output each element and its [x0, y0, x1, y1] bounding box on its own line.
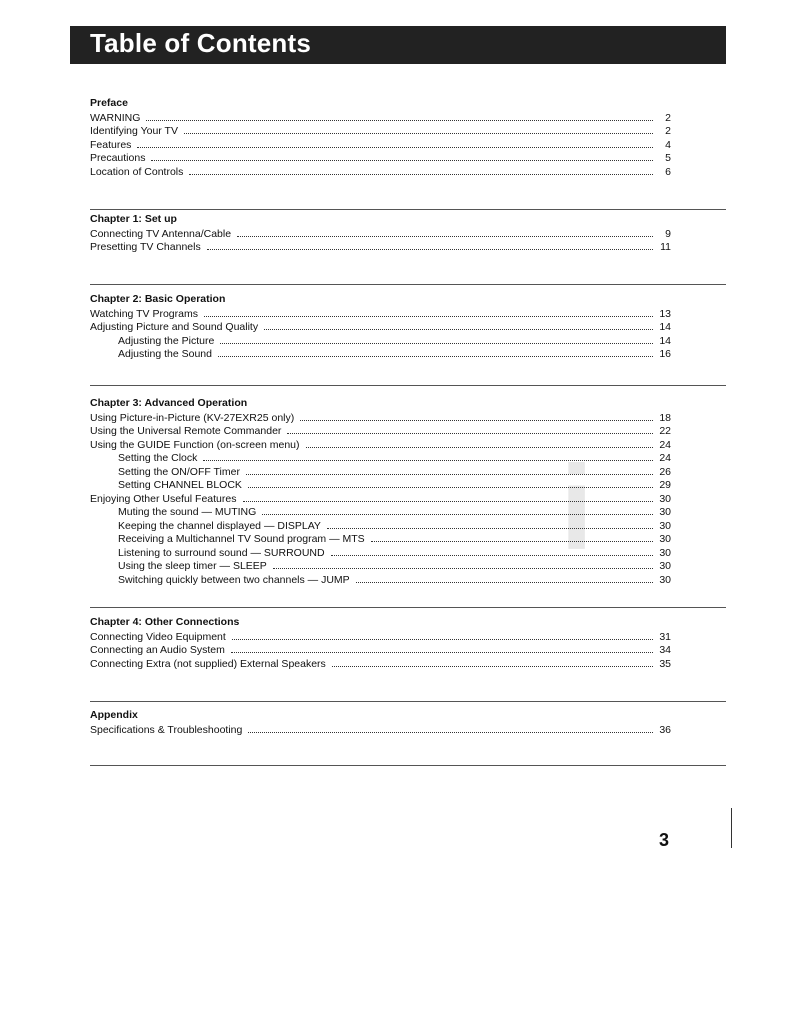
entry-page: 22	[659, 425, 671, 437]
toc-entry[interactable]	[90, 165, 671, 179]
entry-page: 29	[659, 479, 671, 491]
entry-title: Connecting TV Antenna/Cable	[90, 227, 232, 240]
entry-page: 6	[665, 165, 671, 178]
toc-section-chapter-4	[90, 616, 726, 702]
entry-page: 18	[659, 411, 671, 424]
toc-entry[interactable]	[90, 505, 671, 519]
toc-entry[interactable]	[90, 573, 671, 587]
leader-dots	[371, 532, 653, 542]
entry-title: Muting the sound — MUTING	[118, 506, 257, 518]
toc-section-chapter-3	[90, 397, 726, 608]
entry-page: 30	[659, 519, 671, 532]
entry-page: 30	[659, 573, 671, 586]
section-heading: Preface	[90, 97, 128, 109]
entry-title: Adjusting the Picture	[118, 334, 215, 347]
entry-title: Using the Universal Remote Commander	[90, 425, 282, 437]
toc-entry[interactable]	[90, 478, 671, 492]
leader-dots	[306, 438, 653, 448]
toc-entry[interactable]	[90, 532, 671, 546]
margin-rule	[731, 808, 732, 848]
leader-dots	[332, 657, 653, 667]
entry-title: Switching quickly between two channels — JUMP	[118, 573, 350, 586]
entry-page: 30	[659, 533, 671, 545]
toc-entry[interactable]	[90, 411, 671, 425]
entry-page: 4	[665, 138, 671, 151]
entry-title: Connecting Video Equipment	[90, 630, 226, 643]
title-banner	[70, 26, 726, 64]
toc-entry[interactable]	[90, 630, 671, 644]
leader-dots	[231, 643, 653, 653]
leader-dots	[189, 165, 653, 175]
toc-entry[interactable]	[90, 559, 671, 573]
entry-page: 31	[659, 630, 671, 643]
toc-entry[interactable]	[90, 451, 671, 465]
leader-dots	[246, 465, 653, 475]
entry-page: 14	[659, 321, 671, 333]
leader-dots	[204, 307, 653, 317]
toc-entry[interactable]	[90, 151, 671, 165]
toc-entry[interactable]	[90, 240, 671, 254]
entry-page: 11	[660, 241, 671, 253]
toc-entry[interactable]	[90, 465, 671, 479]
leader-dots	[237, 227, 653, 237]
entry-page: 14	[659, 334, 671, 347]
section-heading: Chapter 1: Set up	[90, 213, 177, 225]
entry-title: Location of Controls	[90, 165, 184, 178]
toc-entry[interactable]	[90, 347, 671, 361]
entry-title: Setting the ON/OFF Timer	[118, 465, 240, 478]
entry-title: Adjusting the Sound	[118, 348, 212, 360]
entry-page: 34	[659, 644, 671, 656]
leader-dots	[146, 111, 653, 121]
entry-title: Specifications & Troubleshooting	[90, 723, 243, 736]
toc-entry[interactable]	[90, 320, 671, 334]
leader-dots	[327, 519, 653, 529]
toc-entry[interactable]	[90, 723, 671, 737]
toc-section-preface	[90, 97, 726, 210]
toc-entry[interactable]	[90, 138, 671, 152]
entry-title: Presetting TV Channels	[90, 241, 201, 253]
leader-dots	[356, 573, 653, 583]
entry-page: 2	[665, 111, 671, 124]
entry-title: Features	[90, 138, 132, 151]
entry-page: 2	[665, 125, 671, 137]
section-heading: Appendix	[90, 709, 138, 721]
entry-page: 5	[665, 152, 671, 164]
leader-dots	[262, 505, 653, 515]
leader-dots	[207, 240, 653, 250]
leader-dots	[232, 630, 653, 640]
section-heading: Chapter 3: Advanced Operation	[90, 397, 248, 409]
entry-page: 30	[659, 492, 671, 505]
entry-title: Using Picture-in-Picture (KV-27EXR25 only)	[90, 411, 295, 424]
toc-entry[interactable]	[90, 307, 671, 321]
entry-page: 9	[665, 227, 671, 240]
section-heading: Chapter 2: Basic Operation	[90, 293, 226, 305]
leader-dots	[218, 347, 653, 357]
leader-dots	[137, 138, 653, 148]
entry-title: Setting CHANNEL BLOCK	[118, 479, 242, 491]
entry-page: 24	[659, 452, 671, 464]
toc-entry[interactable]	[90, 438, 671, 452]
toc-entry[interactable]	[90, 657, 671, 671]
entry-title: Connecting an Audio System	[90, 644, 225, 656]
leader-dots	[331, 546, 653, 556]
toc-entry[interactable]	[90, 424, 671, 438]
entry-page: 36	[659, 723, 671, 736]
toc-entry[interactable]	[90, 334, 671, 348]
toc-entry[interactable]	[90, 643, 671, 657]
leader-dots	[203, 451, 653, 461]
leader-dots	[287, 424, 653, 434]
watermark: i	[560, 448, 594, 575]
entry-page: 35	[659, 657, 671, 670]
entry-page: 30	[659, 546, 671, 559]
leader-dots	[273, 559, 653, 569]
entry-page: 30	[659, 560, 671, 572]
toc-entry[interactable]	[90, 124, 671, 138]
leader-dots	[184, 124, 653, 134]
entry-page: 13	[659, 307, 671, 320]
toc-section-appendix	[90, 709, 726, 766]
entry-title: Connecting Extra (not supplied) External Speakers	[90, 657, 326, 670]
entry-title: Using the sleep timer — SLEEP	[118, 560, 267, 572]
toc-entry[interactable]	[90, 519, 671, 533]
leader-dots	[300, 411, 653, 421]
toc-entry[interactable]	[90, 492, 671, 506]
entry-title: Setting the Clock	[118, 452, 198, 464]
entry-title: Listening to surround sound — SURROUND	[118, 546, 325, 559]
entry-title: Identifying Your TV	[90, 125, 178, 137]
entry-title: Watching TV Programs	[90, 307, 198, 320]
leader-dots	[248, 723, 653, 733]
toc-entry[interactable]	[90, 111, 671, 125]
entry-page: 24	[659, 438, 671, 451]
toc-entry[interactable]	[90, 546, 671, 560]
entry-title: Enjoying Other Useful Features	[90, 492, 237, 505]
entry-title: WARNING	[90, 111, 141, 124]
section-heading: Chapter 4: Other Connections	[90, 616, 240, 628]
toc-entry[interactable]	[90, 227, 671, 241]
entry-page: 30	[659, 506, 671, 518]
leader-dots	[243, 492, 654, 502]
leader-dots	[248, 478, 653, 488]
leader-dots	[220, 334, 653, 344]
entry-title: Adjusting Picture and Sound Quality	[90, 321, 259, 333]
entry-title: Using the GUIDE Function (on-screen menu)	[90, 438, 300, 451]
entry-page: 16	[659, 348, 671, 360]
toc-section-chapter-1	[90, 213, 726, 285]
entry-title: Receiving a Multichannel TV Sound program — MTS	[118, 533, 365, 545]
page-title: Table of Contents	[90, 28, 312, 58]
leader-dots	[264, 320, 653, 330]
toc-section-chapter-2	[90, 293, 726, 386]
entry-title: Keeping the channel displayed — DISPLAY	[118, 519, 321, 532]
entry-page: 26	[659, 465, 671, 478]
entry-title: Precautions	[90, 152, 146, 164]
page-number: 3	[659, 830, 670, 850]
leader-dots	[151, 151, 653, 161]
